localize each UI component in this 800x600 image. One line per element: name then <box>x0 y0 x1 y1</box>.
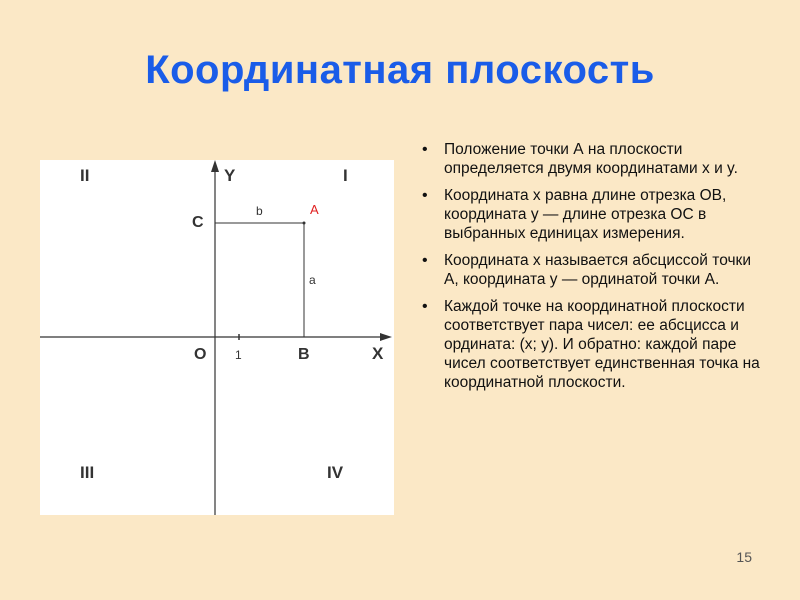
bullet-list <box>422 140 767 400</box>
coordinate-plane-diagram <box>40 160 394 515</box>
point-c-label: C <box>192 214 204 231</box>
bullet-item: • Положение точки А на плоскости определяется двумя координатами x и y. <box>422 140 767 178</box>
bullet-item: • Координата x называется абсциссой точки А, координата y — ординатой точки А. <box>422 251 767 289</box>
segment-b-label: b <box>256 204 263 218</box>
x-axis-label: X <box>372 344 384 363</box>
quadrant-label-1: I <box>343 166 348 185</box>
page-number: 15 <box>736 549 752 565</box>
point-o-label: O <box>194 346 207 363</box>
quadrant-label-4: IV <box>327 463 344 482</box>
bullet-item: • Каждой точке на координатной плоскости соответствует пара чисел: ее абсцисса и ордината: (x; y). И обратно: каждой паре чисел соответствует единственная точка на координатной плоскости. <box>422 297 767 392</box>
point-a-label: A <box>310 202 319 217</box>
point-b-label: B <box>298 346 310 363</box>
quadrant-label-3: III <box>80 463 95 482</box>
unit-label: 1 <box>235 348 242 362</box>
quadrant-label-2: II <box>80 166 90 185</box>
point-a-dot <box>303 222 306 225</box>
slide-title: Координатная плоскость <box>145 48 655 92</box>
bullet-item: • Координата x равна длине отрезка ОВ, координата y — длине отрезка ОС в выбранных единицах измерения. <box>422 186 767 243</box>
segment-a-label: a <box>309 273 316 287</box>
y-axis-label: Y <box>224 166 236 185</box>
